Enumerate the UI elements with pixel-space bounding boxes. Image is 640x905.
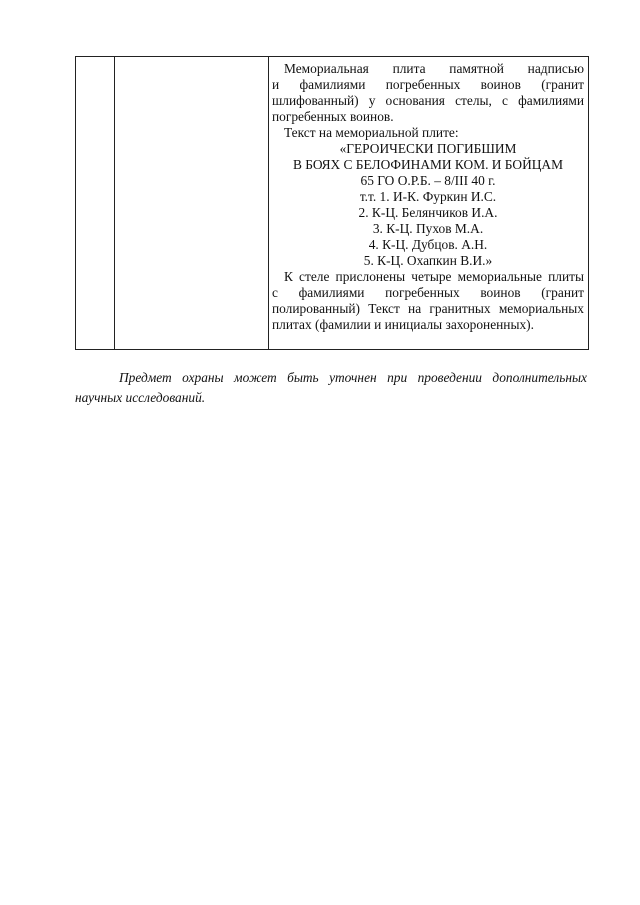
inscription-line: 3. К-Ц. Пухов М.А. bbox=[372, 221, 484, 236]
table-column-divider bbox=[268, 57, 269, 349]
text-line: погребенных воинов. bbox=[272, 109, 394, 124]
plate-description-cont bbox=[272, 77, 584, 125]
text-line: полированный) Текст на гранитных мемориальных bbox=[272, 301, 584, 316]
note-line: научных исследований. bbox=[75, 390, 206, 405]
text-line: и фамилиями погребенных воинов (гранит bbox=[272, 77, 584, 92]
inscription-label: Текст на мемориальной плите: bbox=[284, 125, 459, 140]
inscription-line: 4. К-Ц. Дубцов. А.Н. bbox=[368, 237, 488, 252]
inscription-line: 5. К-Ц. Охапкин В.И.» bbox=[363, 253, 493, 268]
text-line: К стеле прислонены четыре мемориальные плиты bbox=[284, 269, 584, 284]
inscription-line: В БОЯХ С БЕЛОФИНАМИ КОМ. И БОЙЦАМ bbox=[292, 157, 563, 172]
inscription-line: 2. К-Ц. Белянчиков И.А. bbox=[358, 205, 498, 220]
plates-description bbox=[272, 269, 584, 285]
inscription-line: «ГЕРОИЧЕСКИ ПОГИБШИМ bbox=[339, 141, 517, 156]
text-line: плитах (фамилии и инициалы захороненных). bbox=[272, 317, 534, 332]
inscription-line: 65 ГО О.Р.Б. – 8/III 40 г. bbox=[360, 173, 496, 188]
text-line: Мемориальная плита памятной надписью bbox=[284, 61, 584, 76]
table-column-divider bbox=[114, 57, 115, 349]
plates-description-cont bbox=[272, 285, 584, 333]
note-line: Предмет охраны может быть уточнен при проведении дополнительных bbox=[119, 370, 587, 385]
protection-note bbox=[75, 368, 587, 408]
description-cell bbox=[272, 61, 584, 333]
plate-description bbox=[272, 61, 584, 77]
text-line: шлифованный) у основания стелы, с фамилиями bbox=[272, 93, 584, 108]
protection-subject-table bbox=[75, 56, 589, 350]
text-line: с фамилиями погребенных воинов (гранит bbox=[272, 285, 584, 300]
inscription-line: т.т. 1. И-К. Фуркин И.С. bbox=[359, 189, 497, 204]
